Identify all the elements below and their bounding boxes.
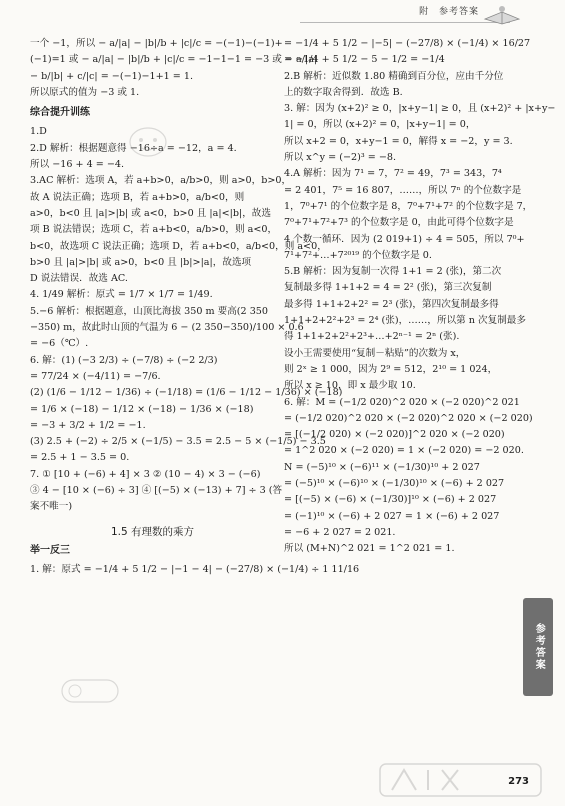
answer-line: = [(−5) × (−6) × (−1/30)]¹⁰ × (−6) + 2 027 [284, 494, 497, 506]
answer-line: (−1)=1 或 − a/|a| − |b|/b + |c|/c = −1−1−1 = −3 或 − a/|a| [30, 54, 318, 66]
answer-line: 得 1+1+2+2²+2³+…+2ⁿ⁻¹ = 2ⁿ (张). [284, 331, 460, 343]
answer-line: = −3 + 3/2 + 1/2 = −1. [30, 419, 146, 431]
answer-line: = −6 + 2 027 = 2 021. [284, 526, 396, 538]
answer-line: 所以 x ≥ 10，即 x 最少取 10. [284, 380, 416, 392]
header-label-answers: 参考答案 [438, 7, 479, 17]
answer-line: (3) 2.5 + (−2) ÷ 2/5 × (−1/5) − 3.5 = 2.5 − 5 × (−1/5) − 3.5 [30, 436, 326, 448]
section-heading: 综合提升训练 [30, 107, 90, 119]
answer-line: 则 2ˣ ≥ 1 000，因为 2⁹ = 512，2¹⁰ = 1 024， [284, 363, 498, 375]
answer-line: 故 A 说法正确；选项 B，若 a+b>0，a/b<0，则 [30, 191, 245, 203]
header-rule [300, 22, 510, 23]
answer-line: = (−5)¹⁰ × (−6)¹⁰ × (−1/30)¹⁰ × (−6) + 2 027 [284, 478, 505, 490]
mascot-stamp-icon [118, 120, 180, 170]
section-title: 1.5 有理数的乘方 [110, 525, 195, 538]
answer-line: 4.A 解析：因为 7¹ = 7，7² = 49，7³ = 343，7⁴ [284, 168, 502, 180]
answer-line: 1| = 0，所以 (x+2)² = 0，|x+y−1| = 0， [284, 119, 476, 131]
answer-line: 7¹+7²+…+7²⁰¹⁹ 的个位数字是 0. [284, 249, 432, 261]
section-heading: 举一反三 [30, 544, 70, 556]
answer-line: 所以 x+2 = 0，x+y−1 = 0，解得 x = −2，y = 3. [284, 135, 513, 147]
answer-line: 项 B 说法错误；选项 C，若 a+b<0，a/b>0，则 a<0， [30, 224, 278, 236]
answer-line: 1. 解：原式 = −1/4 + 5 1/2 − |−1 − 4| − (−27/8) × (−1/4) ÷ 1 11/16 [30, 564, 360, 576]
answer-line: 复制最多得 1+1+2 = 4 = 2² (张)，第三次复制 [284, 282, 492, 294]
answer-line: −350) m，故此时山顶的气温为 6 − (2 350−350)/100 × 0.6 [30, 322, 304, 334]
answer-line: = 2 401，7⁵ = 16 807，……，所以 7ⁿ 的个位数字是 [284, 184, 522, 196]
answer-line: 所以原式的值为 −3 或 1. [30, 86, 140, 98]
answer-line: a>0，b<0 且 |a|>|b| 或 a<0，b>0 且 |a|<|b|，故选 [30, 207, 271, 219]
answer-line: = 77/24 × (−4/11) = −7/6. [30, 370, 161, 382]
answer-line: = −6（℃）. [30, 338, 89, 350]
answer-line: b<0，故选项 C 说法正确；选项 D，若 a+b<0，a/b<0，则 a<0， [30, 240, 327, 252]
answer-line: 2.B 解析：近似数 1.80 精确到百分位，应由千分位 [284, 70, 504, 82]
right-column [284, 38, 556, 560]
answer-line: 6. 解：(1) (−3 2/3) ÷ (−7/8) ÷ (−2 2/3) [30, 354, 218, 366]
answer-line: 1+1+2+2²+2³ = 2⁴ (张)，……，所以第 n 次复制最多 [284, 315, 526, 327]
answer-line: = (−1)¹⁰ × (−6) + 2 027 = 1 × (−6) + 2 027 [284, 510, 500, 522]
quick-check-stamp-icon [60, 676, 120, 706]
answer-line: − b/|b| + c/|c| = −(−1)−1+1 = 1. [30, 70, 194, 82]
answer-line: b>0 且 |a|>|b| 或 a>0，b<0 且 |b|>|a|，故选项 [30, 256, 252, 268]
left-bottom-lines [30, 544, 360, 581]
answer-line: = 1^2 020 × (−2 020) = 1 × (−2 020) = −2 020. [284, 445, 524, 457]
answer-line: 一个 −1，所以 − a/|a| − |b|/b + |c|/c = −(−1)−(−1)+ [30, 38, 283, 49]
answer-line: 5.−6 解析：根据题意，山顶比海拔 350 m 要高(2 350 [30, 305, 269, 317]
answer-line: 2.D 解析：根据题意得 −16÷a = −12，a = 4. [30, 142, 237, 154]
answer-line: 所以 (M+N)^2 021 = 1^2 021 = 1. [284, 543, 455, 555]
answer-line: = −1/4 + 5 1/2 − |−5| − (−27/8) × (−1/4) × 16/27 [284, 38, 531, 49]
answer-line: N = (−5)¹⁰ × (−6)¹¹ × (−1/30)¹⁰ + 2 027 [284, 461, 480, 473]
answer-line: 所以 x^y = (−2)³ = −8. [284, 152, 397, 164]
answer-line: 1，7⁰+7¹ 的个位数字是 8，7⁰+7¹+7² 的个位数字是 7， [284, 200, 533, 212]
right-answer-lines [284, 38, 556, 560]
answer-line: 3. 解：因为 (x+2)² ≥ 0，|x+y−1| ≥ 0，且 (x+2)² + |x+y− [284, 103, 556, 115]
book-logo-icon [483, 3, 521, 25]
header-label-appendix: 附 [419, 7, 430, 17]
answer-line: 设小王需要使用“复制－粘贴”的次数为 x， [284, 347, 466, 359]
answer-line: = 1/6 × (−18) − 1/12 × (−18) − 1/36 × (−18) [30, 403, 254, 415]
answer-line: 7⁰+7¹+7²+7³ 的个位数字是 0，由此可得个位数字是 [284, 217, 514, 229]
answer-line: 1.D [30, 126, 47, 138]
answer-line: = −1/4 + 5 1/2 − 5 − 1/2 = −1/4 [284, 54, 445, 66]
answers-side-tab: 参考答案 [523, 598, 553, 696]
answer-line: 4. 1/49 解析：原式 = 1/7 × 1/7 = 1/49. [30, 289, 213, 301]
page-header [0, 0, 565, 28]
page-number: 273 [508, 775, 529, 787]
answer-line: 6. 解：M = (−1/2 020)^2 020 × (−2 020)^2 021 [284, 396, 520, 408]
answer-line: 3.AC 解析：选项 A，若 a+b>0，a/b>0，则 a>0，b>0， [30, 175, 292, 187]
answer-line: ③ 4 − [10 × (−6) ÷ 3] ④ [(−5) × (−13) + 7] ÷ 3 (答 [30, 485, 283, 497]
answer-line: 所以 −16 + 4 = −4. [30, 159, 125, 171]
answer-line: (2) (1/6 − 1/12 − 1/36) ÷ (−1/18) = (1/6 − 1/12 − 1/36) × (−18) [30, 387, 343, 399]
header-label [413, 7, 479, 18]
answer-line: 4 个数一循环．因为 (2 019+1) ÷ 4 = 505，所以 7⁰+ [284, 233, 525, 245]
answer-line: = 2.5 + 1 − 3.5 = 0. [30, 452, 130, 464]
answer-line: 案不唯一) [30, 501, 73, 513]
answer-line: = [(−1/2 020) × (−2 020)]^2 020 × (−2 020) [284, 429, 505, 441]
answer-line: 最多得 1+1+2+2² = 2³ (张)，第四次复制最多得 [284, 298, 499, 310]
answer-line: 上的数字取舍得到．故选 B. [284, 86, 403, 98]
answer-line: = (−1/2 020)^2 020 × (−2 020)^2 020 × (−2 020) [284, 412, 533, 424]
answer-line: D 说法错误．故选 AC. [30, 273, 128, 285]
answer-line: 5.B 解析：因为复制一次得 1+1 = 2 (张)，第二次 [284, 266, 502, 278]
answer-line: 7. ① [10 + (−6) + 4] × 3 ② (10 − 4) × 3 − (−6) [30, 468, 261, 480]
